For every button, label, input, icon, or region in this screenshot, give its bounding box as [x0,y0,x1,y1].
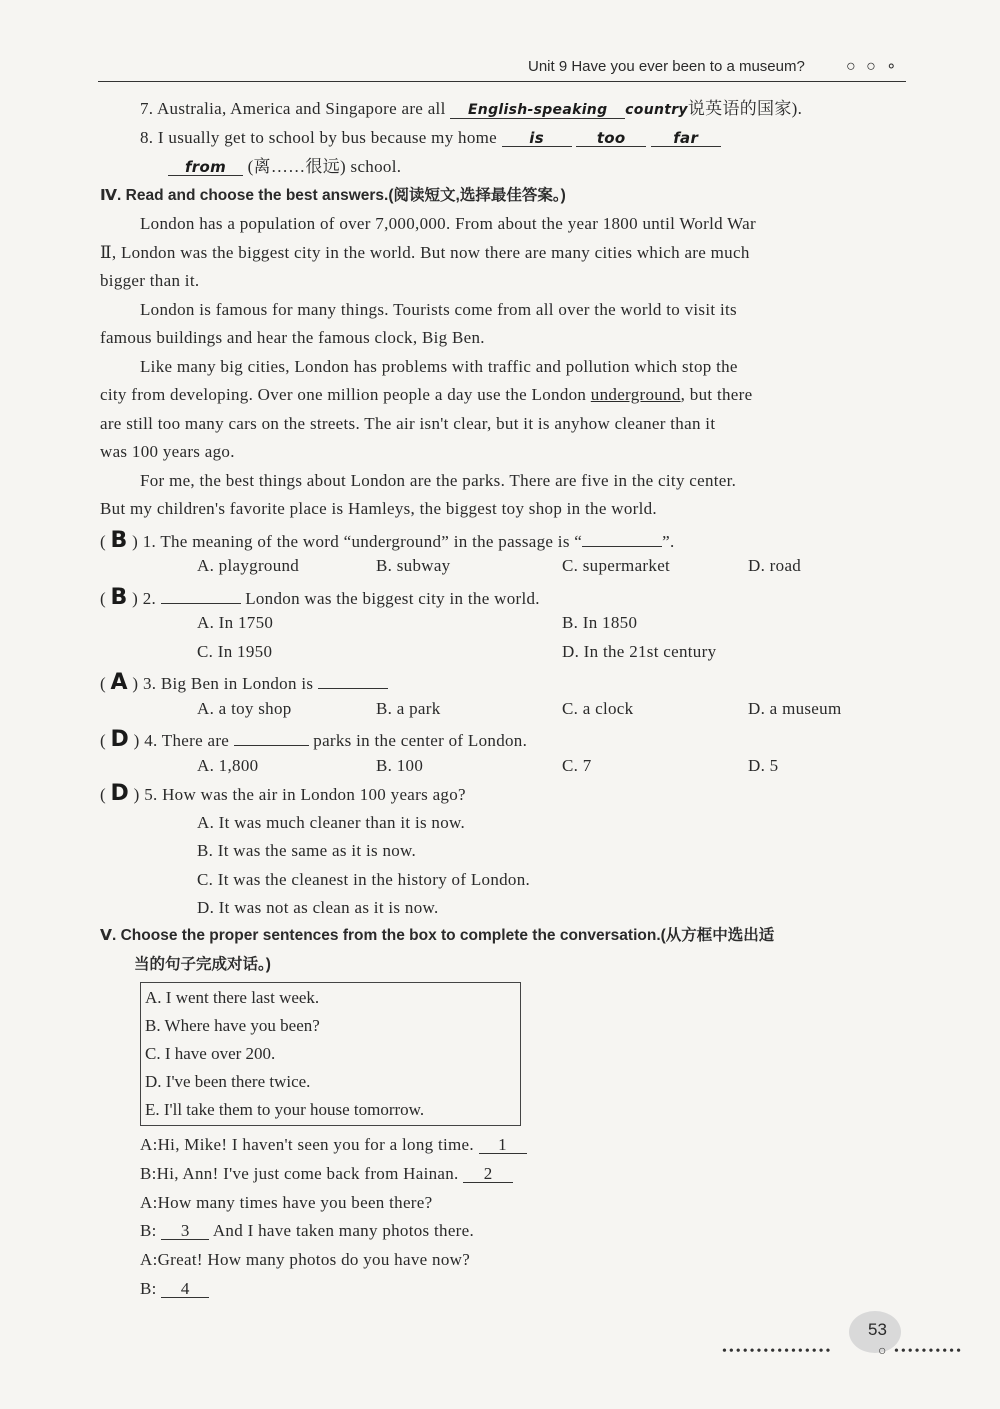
dialog-blank: 3 [161,1217,209,1240]
question-3: ( A ) 3. Big Ben in London is [100,666,388,698]
passage-line: Ⅱ, London was the biggest city in the world. But now there are many cities which are much [100,243,750,262]
question-2: ( B ) 2. London was the biggest city in the world. [100,581,540,613]
header-rule [98,81,906,82]
dialog-line [140,1160,513,1188]
passage-line: famous buildings and hear the famous clock, Big Ben. [100,328,485,347]
answer-letter: D [110,727,130,752]
fill-item-7 [140,95,802,124]
box-option: E. I'll take them to your house tomorrow. [145,1100,425,1119]
dialog-line [140,1217,474,1245]
option: A. It was much cleaner than it is now. [197,813,466,832]
answer-letter: B [110,585,128,610]
option: C. supermarket [562,556,671,575]
unit-title: Unit 9 Have you ever been to a museum? [528,58,805,75]
passage-line: was 100 years ago. [100,442,235,461]
question-stem: parks in the center of London. [313,731,528,750]
question-blank [318,666,388,689]
answer-letter: B [110,528,128,553]
answer-blank: English-speaking [450,96,625,119]
question-stem: The meaning of the word “underground” in the passage is “ [160,532,583,551]
answer-letter: A [110,670,128,695]
item-hint: (离……很远) school. [247,157,402,176]
dialog-text: How many times have you been there? [157,1193,433,1212]
answer-letter: D [110,781,130,806]
footer-dots-left: •••••••••••••••• [722,1344,833,1359]
dialog-text: And I have taken many photos there. [212,1221,475,1240]
question-4: ( D ) 4. There are parks in the center of London. [100,723,527,755]
box-option: D. I've been there twice. [145,1072,311,1091]
fill-item-8-cont [168,153,401,181]
passage-line: But my children's favorite place is Hamleys, the biggest toy shop in the world. [100,499,657,518]
dialog-line [140,1275,209,1303]
section-5-heading-cont: 当的句子完成对话。) [134,956,271,973]
box-option: A. I went there last week. [145,988,320,1007]
speaker: B: [140,1279,157,1298]
question-number: 5. [144,785,158,804]
option: B. a park [376,699,441,718]
item-hint: 说英语的国家). [687,99,803,118]
answer-blank: far [651,124,721,147]
option: B. subway [376,556,451,575]
passage-text: , but there [680,385,753,404]
speaker: A: [140,1193,158,1212]
question-number: 4. [144,731,158,750]
question-stem: Big Ben in London is [160,674,314,693]
option: B. In 1850 [562,613,638,632]
item-number: 8. [140,128,154,147]
dialog-line [140,1246,470,1274]
passage-line: Like many big cities, London has problems with traffic and pollution which stop the [140,357,738,376]
question-5: ( D ) 5. How was the air in London 100 years ago? [100,781,466,806]
item-number: 7. [140,99,154,118]
section-4-heading: Ⅳ. Read and choose the best answers.(阅读短文,选择最佳答案。) [100,187,566,204]
passage-line: bigger than it. [100,271,200,290]
dialog-text: Hi, Mike! I haven't seen you for a long time. [157,1135,474,1154]
option: C. a clock [562,699,634,718]
option: B. It was the same as it is now. [197,841,417,860]
passage-line: For me, the best things about London are the parks. There are five in the city center. [140,471,737,490]
option: A. 1,800 [197,756,259,775]
header-decoration: ○ ○ ∘ [846,58,900,75]
question-blank [161,581,241,604]
page-number: 53 [868,1320,887,1339]
passage-line: London has a population of over 7,000,000. From about the year 1800 until World War [140,214,756,233]
passage-line: are still too many cars on the streets. The air isn't clear, but it is anyhow cleaner than it [100,414,716,433]
speaker: B: [140,1221,157,1240]
answer-handwritten: country [625,102,688,118]
speaker: A: [140,1135,158,1154]
item-text: I usually get to school by bus because my home [157,128,498,147]
option: D. road [748,556,802,575]
question-stem-end: ”. [662,532,675,551]
fill-item-8 [140,124,721,152]
passage-line [100,381,752,409]
answer-blank: from [168,153,243,176]
passage-line: London is famous for many things. Tourists come from all over the world to visit its [140,300,737,319]
footer-dots-right: ○ •••••••••• [878,1344,963,1359]
option: D. a museum [748,699,842,718]
passage-text: city from developing. Over one million people a day use the London [100,385,591,404]
dialog-line [140,1189,432,1217]
option: C. In 1950 [197,642,273,661]
question-stem: London was the biggest city in the world. [245,589,540,608]
question-number: 3. [142,674,157,693]
option: D. 5 [748,756,779,775]
section-5-heading: Ⅴ. Choose the proper sentences from the box to complete the conversation.(从方框中选出适 [100,927,775,944]
question-stem: There are [161,731,230,750]
box-option: C. I have over 200. [145,1044,276,1063]
option: A. playground [197,556,300,575]
item-text: Australia, America and Singapore are all [156,99,446,118]
dialog-blank: 1 [479,1131,527,1154]
speaker: B: [140,1164,157,1183]
option: A. a toy shop [197,699,292,718]
dialog-blank: 4 [161,1275,209,1298]
dialog-text: Great! How many photos do you have now? [157,1250,471,1269]
option: C. It was the cleanest in the history of London. [197,870,531,889]
dialog-line [140,1131,527,1159]
option: D. In the 21st century [562,642,717,661]
question-number: 2. [142,589,157,608]
option: D. It was not as clean as it is now. [197,898,439,917]
underlined-word: underground [590,385,681,404]
box-option: B. Where have you been? [145,1016,320,1035]
option: C. 7 [562,756,592,775]
question-blank [582,524,662,547]
option: A. In 1750 [197,613,274,632]
question-blank [234,723,309,746]
question-number: 1. [142,532,157,551]
question-stem: How was the air in London 100 years ago? [162,785,466,804]
answer-blank: too [576,124,646,147]
question-1: ( B ) 1. The meaning of the word “underground” in the passage is “ ”. [100,524,675,556]
answer-blank: is [502,124,572,147]
speaker: A: [140,1250,158,1269]
options-box [140,982,521,1126]
dialog-blank: 2 [463,1160,513,1183]
option: B. 100 [376,756,424,775]
dialog-text: Hi, Ann! I've just come back from Hainan. [156,1164,459,1183]
